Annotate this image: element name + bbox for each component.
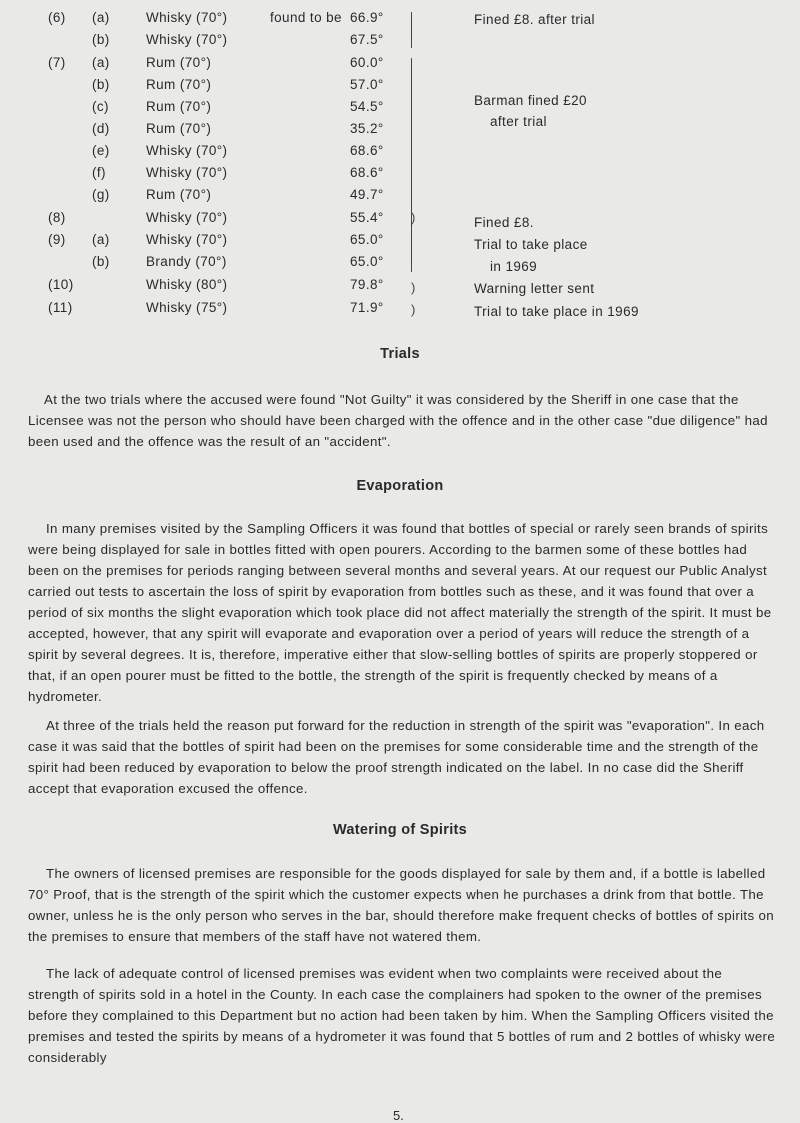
spirit-type: Whisky (70°) [146, 32, 228, 47]
strength-value: 60.0° [350, 55, 384, 70]
strength-value: 68.6° [350, 165, 384, 180]
strength-value: 66.9° [350, 10, 384, 25]
watering-paragraph-1: The owners of licensed premises are responsible for the goods displayed for sale by them and, if a bottle is labelled 70° Proof, that is the strength of the spirit which the customer expects when he purchases a drink from that bottle. The owner, unless he is the only person who serves in the bar, should therefore make frequent checks of bottles of spirits on the premises to ensure that members of the staff have not watered them. [28, 866, 774, 944]
strength-value: 35.2° [350, 121, 384, 136]
spirit-type: Rum (70°) [146, 55, 212, 70]
spirit-type: Whisky (75°) [146, 300, 228, 315]
row-sub-label: (b) [92, 32, 110, 47]
strength-value: 54.5° [350, 99, 384, 114]
found-to-be-label: found to be [270, 10, 342, 25]
outcome-8: Fined £8. [474, 215, 534, 230]
spirit-type: Brandy (70°) [146, 254, 227, 269]
row-sub-label: (g) [92, 187, 110, 202]
outcome-7-line1: Barman fined £20 [474, 93, 587, 108]
heading-trials: Trials [380, 346, 420, 362]
row-sub-label: (b) [92, 254, 110, 269]
spirit-type: Whisky (70°) [146, 210, 228, 225]
brace-6 [411, 12, 412, 48]
strength-value: 68.6° [350, 143, 384, 158]
row-sub-label: (a) [92, 232, 110, 247]
strength-value: 57.0° [350, 77, 384, 92]
strength-value: 79.8° [350, 277, 384, 292]
spirit-type: Rum (70°) [146, 77, 212, 92]
row-sub-label: (f) [92, 165, 106, 180]
table-row [0, 55, 800, 77]
page-number: 5. [393, 1108, 404, 1123]
spirit-type: Whisky (70°) [146, 10, 228, 25]
table-row [0, 187, 800, 209]
trials-paragraph: At the two trials where the accused were found "Not Guilty" it was considered by the Sheriff in one case that the Licensee was not the person who should have been charged with the offence and in the other case "due diligence" had been used and the offence was the result of an "accident". [28, 392, 768, 449]
strength-value: 49.7° [350, 187, 384, 202]
heading-evaporation: Evaporation [356, 478, 444, 494]
watering-paragraph-2: The lack of adequate control of licensed premises was evident when two complaints were received about the strength of spirits sold in a hotel in the County. In each case the complainers had spoken to the owner of the premises before they complained to this Department but no action had been taken by him. When the Sampling Officers visited the premises and tested the spirits by means of a hydrometer it was found that 5 bottles of rum and 2 bottles of whisky were considerably [28, 966, 776, 1065]
brace-10: ) [411, 280, 416, 295]
spirit-type: Rum (70°) [146, 121, 212, 136]
row-sub-label: (d) [92, 121, 110, 136]
evaporation-paragraph-2: At three of the trials held the reason put forward for the reduction in strength of the spirit was "evaporation". In each case it was said that the bottles of spirit had been on the premises for some considerable time and the strength of the spirit had been reduced by evaporation to below the proof strength indicated on the label. In no case did the Sheriff accept that evaporation excused the offence. [28, 718, 765, 796]
outcome-9-line1: Trial to take place [474, 237, 588, 252]
strength-value: 65.0° [350, 232, 384, 247]
spirit-type: Whisky (70°) [146, 165, 228, 180]
spirit-type: Rum (70°) [146, 187, 212, 202]
row-number: (10) [48, 277, 74, 292]
row-number: (9) [48, 232, 66, 247]
strength-value: 67.5° [350, 32, 384, 47]
table-row [0, 300, 800, 322]
outcome-11: Trial to take place in 1969 [474, 304, 639, 319]
row-sub-label: (a) [92, 10, 110, 25]
brace-11: ) [411, 302, 416, 317]
row-number: (11) [48, 300, 73, 315]
strength-value: 65.0° [350, 254, 384, 269]
table-row [0, 121, 800, 143]
spirit-type: Whisky (80°) [146, 277, 228, 292]
brace-8: ) [411, 210, 416, 225]
strength-value: 71.9° [350, 300, 384, 315]
row-sub-label: (a) [92, 55, 110, 70]
table-row [0, 210, 800, 232]
table-row [0, 77, 800, 99]
outcome-7-line2: after trial [490, 114, 547, 129]
table-row [0, 232, 800, 254]
outcome-6: Fined £8. after trial [474, 12, 595, 27]
row-number: (6) [48, 10, 66, 25]
table-row [0, 32, 800, 54]
evaporation-paragraph-1: In many premises visited by the Sampling Officers it was found that bottles of special or rarely seen brands of spirits were being displayed for sale in bottles fitted with open pourers. According to the barmen some of these bottles had been on the premises for periods ranging between several months and several years. At our request our Public Analyst carried out tests to ascertain the loss of spirit by evaporation from bottles such as these, and it was found that over a period of six months the slight evaporation which took place did not affect materially the strength of the spirit. It must be accepted, however, that any spirit will evaporate and evaporation over a period of years will reduce the strength of a spirit by several degrees. It is, therefore, imperative either that slow-selling bottles of spirits are properly stoppered or that, if an open pourer must be fitted to the bottle, the strength of the spirit is frequently checked by means of a hydrometer. [28, 521, 772, 704]
row-sub-label: (e) [92, 143, 110, 158]
row-number: (8) [48, 210, 66, 225]
outcome-9-line2: in 1969 [490, 259, 538, 274]
outcome-10: Warning letter sent [474, 281, 595, 296]
spirit-type: Rum (70°) [146, 99, 212, 114]
strength-value: 55.4° [350, 210, 384, 225]
spirit-type: Whisky (70°) [146, 143, 228, 158]
spirit-type: Whisky (70°) [146, 232, 228, 247]
table-row [0, 10, 800, 32]
row-sub-label: (c) [92, 99, 109, 114]
table-row [0, 99, 800, 121]
table-row [0, 143, 800, 165]
row-sub-label: (b) [92, 77, 110, 92]
heading-watering: Watering of Spirits [332, 822, 468, 838]
table-row [0, 277, 800, 299]
table-row [0, 165, 800, 187]
table-row [0, 254, 800, 276]
row-number: (7) [48, 55, 66, 70]
brace-9 [411, 236, 412, 272]
